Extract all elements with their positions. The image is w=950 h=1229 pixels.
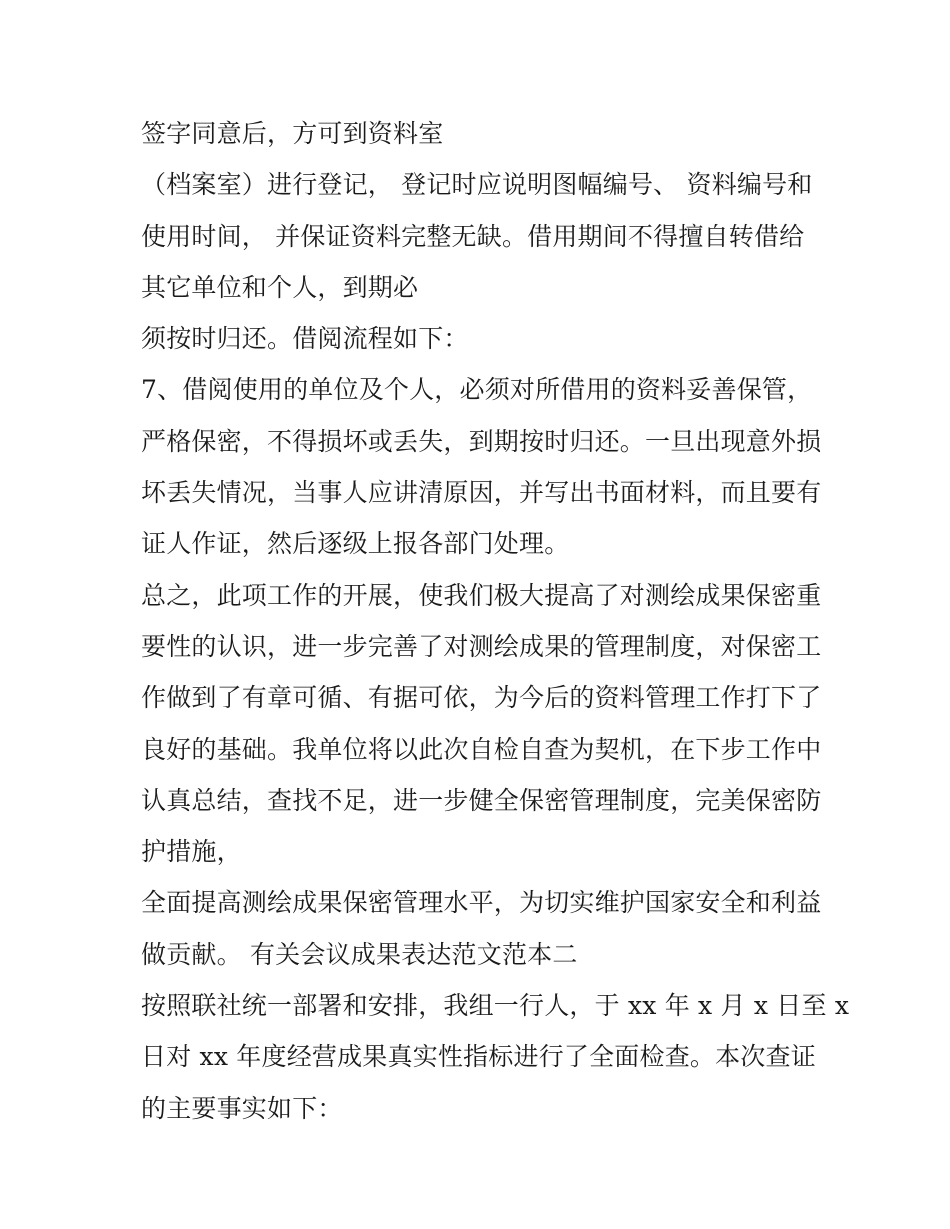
text-line: 要性的认识，进一步完善了对测绘成果的管理制度，对保密工 (141, 631, 822, 661)
text-line: 证人作证，然后逐级上报各部门处理。 (141, 529, 570, 559)
text-line: 使用时间， 并保证资料完整无缺。借用期间不得擅自转借给 (141, 221, 805, 251)
text-line: 总之，此项工作的开展，使我们极大提高了对测绘成果保密重 (141, 580, 822, 610)
text-line: 作做到了有章可循、有据可依，为今后的资料管理工作打下了 (141, 683, 822, 713)
text-line: 护措施， (141, 837, 242, 867)
text-line: 的主要事实如下： (141, 1093, 343, 1123)
text-line: 其它单位和个人，到期必 (141, 272, 419, 302)
text-line: 签字同意后，方可到资料室 (141, 119, 444, 148)
text-line: 做贡献。 有关会议成果表达范文范本二 (141, 939, 578, 969)
text-line: 严格保密，不得损坏或丢失，到期按时归还。一旦出现意外损 (141, 426, 822, 456)
text-line: 按照联社统一部署和安排，我组一行人，于 xx 年 x 月 x 日至 x (141, 991, 850, 1021)
text-line: 坏丢失情况，当事人应讲清原因，并写出书面材料，而且要有 (141, 478, 822, 508)
text-line: 良好的基础。我单位将以此次自检自查为契机，在下步工作中 (141, 734, 822, 764)
text-line: 认真总结，查找不足，进一步健全保密管理制度，完美保密防 (141, 785, 822, 815)
text-line: （档案室）进行登记， 登记时应说明图幅编号、 资料编号和 (141, 170, 813, 200)
text-line: 须按时归还。借阅流程如下： (141, 324, 469, 354)
text-line: 全面提高测绘成果保密管理水平，为切实维护国家安全和利益 (141, 888, 822, 918)
text-line: 7、借阅使用的单位及个人，必须对所借用的资料妥善保管， (141, 375, 813, 405)
text-line: 日对 xx 年度经营成果真实性指标进行了全面检查。本次查证 (141, 1042, 816, 1072)
document-body (141, 108, 850, 1134)
